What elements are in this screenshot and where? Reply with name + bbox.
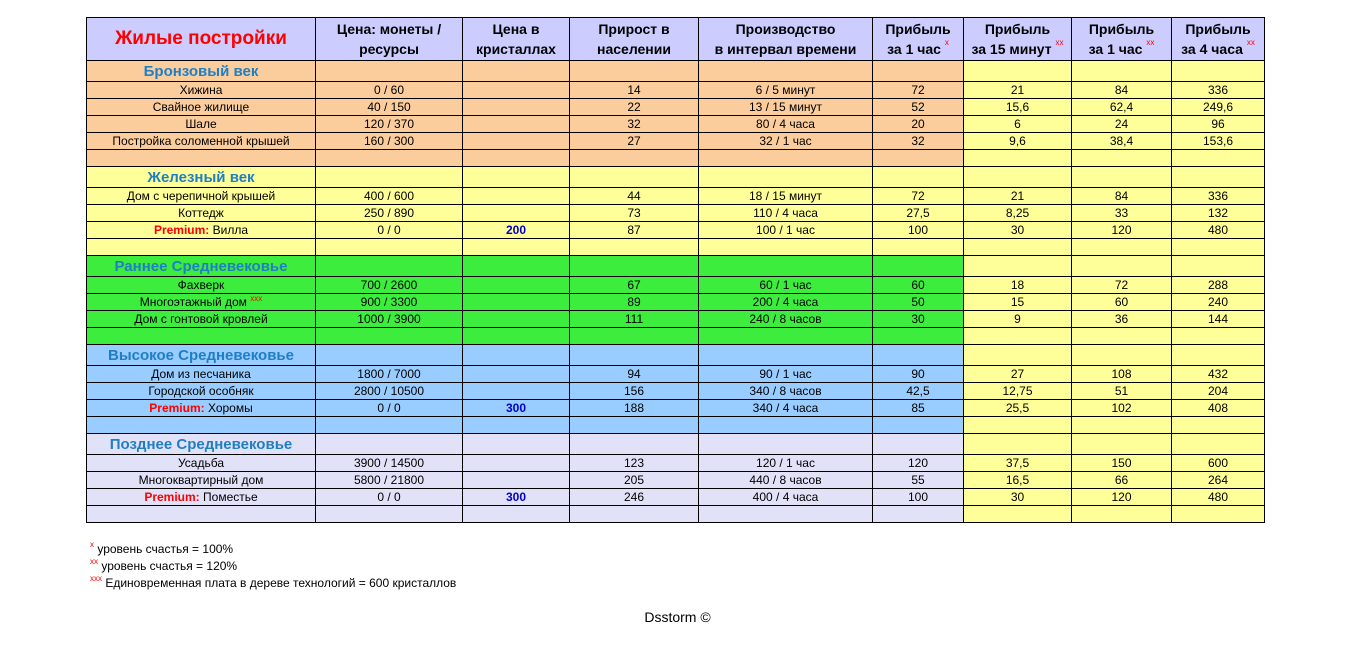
cell-p1: 100: [873, 222, 964, 239]
spacer-row: [87, 328, 1265, 345]
cell-crystal: [463, 133, 570, 150]
cell-pop: 14: [570, 82, 699, 99]
cell-crystal: [463, 383, 570, 400]
empty-cell: [1172, 150, 1265, 167]
empty-cell: [570, 239, 699, 256]
cell-p15: 6: [964, 116, 1072, 133]
building-name: [87, 133, 316, 150]
empty-cell: [699, 256, 873, 277]
cell-p1: 72: [873, 82, 964, 99]
building-label: Поместье: [203, 489, 258, 504]
cell-pop: 67: [570, 277, 699, 294]
empty-cell: [873, 434, 964, 455]
cell-p15: 16,5: [964, 472, 1072, 489]
cell-pop: 111: [570, 311, 699, 328]
cell-p1: 55: [873, 472, 964, 489]
footnote-1: $^x$ уровень счастья = 100%: [90, 540, 234, 556]
cell-p4: 144: [1172, 311, 1265, 328]
empty-cell: [1072, 61, 1172, 82]
building-label: Постройка соломенной крышей: [112, 133, 290, 148]
cell-p1x: 84: [1072, 82, 1172, 99]
cell-prod: 120 / 1 час: [699, 455, 873, 472]
cell-p4: 432: [1172, 366, 1265, 383]
building-name: [87, 472, 316, 489]
cell-p4: 96: [1172, 116, 1265, 133]
cell-pop: 87: [570, 222, 699, 239]
empty-cell: [87, 417, 316, 434]
building-label: Городской особняк: [148, 383, 254, 398]
cell-cost: 400 / 600: [316, 188, 463, 205]
empty-cell: [316, 167, 463, 188]
building-name: [87, 277, 316, 294]
empty-cell: [1072, 239, 1172, 256]
building-label: Коттедж: [178, 205, 224, 220]
cell-p1: 72: [873, 188, 964, 205]
footnote-3: $^{xxx}$ Единовременная плата в дереве технологий = 600 кристаллов: [90, 574, 457, 590]
empty-cell: [463, 328, 570, 345]
empty-cell: [316, 328, 463, 345]
footnote-2: $^{xx}$ уровень счастья = 120%: [90, 557, 238, 573]
cell-prod: 440 / 8 часов: [699, 472, 873, 489]
empty-cell: [463, 167, 570, 188]
cell-p1x: 120: [1072, 489, 1172, 506]
cell-pop: 89: [570, 294, 699, 311]
empty-cell: [1072, 434, 1172, 455]
cell-p15: 25,5: [964, 400, 1072, 417]
cell-p15: 37,5: [964, 455, 1072, 472]
cell-crystal: [463, 366, 570, 383]
cell-p15: 15,6: [964, 99, 1072, 116]
building-label: Хоромы: [207, 400, 253, 415]
empty-cell: [964, 256, 1072, 277]
cell-prod: 80 / 4 часа: [699, 116, 873, 133]
building-label: Фахверк: [177, 277, 225, 292]
cell-p1: 100: [873, 489, 964, 506]
empty-cell: [1072, 417, 1172, 434]
empty-cell: [463, 61, 570, 82]
col-cost-header: Цена: монеты / ресурсы: [316, 18, 463, 61]
cell-crystal: [463, 294, 570, 311]
cell-p4: 336: [1172, 188, 1265, 205]
building-name: [87, 489, 316, 506]
building-name: [87, 188, 316, 205]
empty-cell: [873, 167, 964, 188]
empty-cell: [873, 150, 964, 167]
table-row: [87, 205, 1265, 222]
building-name: [87, 455, 316, 472]
era-row: [87, 434, 1265, 455]
cell-cost: 160 / 300: [316, 133, 463, 150]
table-row: [87, 383, 1265, 400]
cell-p4: 132: [1172, 205, 1265, 222]
table-row: [87, 116, 1265, 133]
empty-cell: [964, 417, 1072, 434]
empty-cell: [570, 506, 699, 523]
empty-cell: [873, 239, 964, 256]
premium-label: Premium:: [144, 489, 200, 504]
cell-crystal: [463, 277, 570, 294]
cell-p1: 42,5: [873, 383, 964, 400]
cell-p1: 90: [873, 366, 964, 383]
empty-cell: [570, 434, 699, 455]
cell-cost: 1000 / 3900: [316, 311, 463, 328]
spacer-row: [87, 417, 1265, 434]
building-name: [87, 294, 316, 311]
cell-prod: 32 / 1 час: [699, 133, 873, 150]
cell-p1: 27,5: [873, 205, 964, 222]
empty-cell: [463, 506, 570, 523]
era-row: [87, 61, 1265, 82]
cell-pop: 22: [570, 99, 699, 116]
building-label: Дом с гонтовой кровлей: [134, 311, 268, 326]
era-title: Железный век: [87, 167, 316, 188]
cell-p4: 240: [1172, 294, 1265, 311]
era-row: [87, 345, 1265, 366]
cell-crystal: 200: [463, 222, 570, 239]
era-title: Высокое Средневековье: [87, 345, 316, 366]
empty-cell: [964, 150, 1072, 167]
cell-cost: 3900 / 14500: [316, 455, 463, 472]
cell-cost: 40 / 150: [316, 99, 463, 116]
empty-cell: [87, 150, 316, 167]
cell-p1x: 36: [1072, 311, 1172, 328]
building-label: Усадьба: [177, 455, 225, 470]
building-label: Шале: [185, 116, 217, 131]
cell-crystal: 300: [463, 400, 570, 417]
cell-cost: 0 / 0: [316, 400, 463, 417]
empty-cell: [87, 506, 316, 523]
cell-p4: 288: [1172, 277, 1265, 294]
empty-cell: [87, 328, 316, 345]
cell-pop: 32: [570, 116, 699, 133]
cell-p1x: 84: [1072, 188, 1172, 205]
era-title: Бронзовый век: [87, 61, 316, 82]
cell-crystal: [463, 311, 570, 328]
col-prod-header: Производство в интервал времени: [699, 18, 873, 61]
empty-cell: [873, 61, 964, 82]
empty-cell: [1172, 256, 1265, 277]
spacer-row: [87, 239, 1265, 256]
cell-cost: 1800 / 7000: [316, 366, 463, 383]
cell-p4: 264: [1172, 472, 1265, 489]
table-row: [87, 366, 1265, 383]
table-row: [87, 277, 1265, 294]
empty-cell: [1172, 345, 1265, 366]
empty-cell: [463, 434, 570, 455]
cell-crystal: [463, 472, 570, 489]
empty-cell: [873, 256, 964, 277]
spacer-row: [87, 150, 1265, 167]
empty-cell: [1072, 328, 1172, 345]
empty-cell: [463, 239, 570, 256]
empty-cell: [1072, 256, 1172, 277]
empty-cell: [1172, 434, 1265, 455]
empty-cell: [873, 506, 964, 523]
table-row: [87, 188, 1265, 205]
cell-p1x: 38,4: [1072, 133, 1172, 150]
era-row: [87, 256, 1265, 277]
cell-p1: 60: [873, 277, 964, 294]
empty-cell: [964, 61, 1072, 82]
empty-cell: [873, 417, 964, 434]
cell-cost: 0 / 0: [316, 222, 463, 239]
building-label: Свайное жилище: [152, 99, 250, 114]
empty-cell: [570, 167, 699, 188]
empty-cell: [463, 150, 570, 167]
empty-cell: [1072, 506, 1172, 523]
empty-cell: [1172, 239, 1265, 256]
cell-prod: 240 / 8 часов: [699, 311, 873, 328]
empty-cell: [964, 506, 1072, 523]
cell-prod: 110 / 4 часа: [699, 205, 873, 222]
empty-cell: [873, 345, 964, 366]
building-label: Хижина: [179, 82, 223, 97]
empty-cell: [316, 417, 463, 434]
empty-cell: [1172, 61, 1265, 82]
header-row: [87, 18, 1265, 61]
cell-crystal: [463, 82, 570, 99]
cell-pop: 44: [570, 188, 699, 205]
building-name: [87, 99, 316, 116]
empty-cell: [699, 61, 873, 82]
empty-cell: [1072, 167, 1172, 188]
empty-cell: [316, 150, 463, 167]
cell-p1: 52: [873, 99, 964, 116]
empty-cell: [570, 328, 699, 345]
empty-cell: [699, 506, 873, 523]
empty-cell: [570, 417, 699, 434]
col-pop-header: Прирост в населении: [570, 18, 699, 61]
cell-p15: 15: [964, 294, 1072, 311]
cell-pop: 156: [570, 383, 699, 400]
empty-cell: [964, 167, 1072, 188]
cell-p4: 600: [1172, 455, 1265, 472]
cell-cost: 0 / 0: [316, 489, 463, 506]
table-row: [87, 133, 1265, 150]
cell-p15: 18: [964, 277, 1072, 294]
cell-p1x: 60: [1072, 294, 1172, 311]
era-title: Раннее Средневековье: [87, 256, 316, 277]
table-row: [87, 455, 1265, 472]
empty-cell: [463, 417, 570, 434]
empty-cell: [463, 256, 570, 277]
cell-cost: 120 / 370: [316, 116, 463, 133]
empty-cell: [699, 150, 873, 167]
cell-p15: 27: [964, 366, 1072, 383]
cell-p4: 408: [1172, 400, 1265, 417]
cell-p15: 30: [964, 222, 1072, 239]
empty-cell: [570, 345, 699, 366]
empty-cell: [1172, 417, 1265, 434]
table-row: [87, 294, 1265, 311]
cell-p15: 21: [964, 82, 1072, 99]
cell-cost: 5800 / 21800: [316, 472, 463, 489]
cell-pop: 94: [570, 366, 699, 383]
cell-pop: 246: [570, 489, 699, 506]
cell-prod: 340 / 8 часов: [699, 383, 873, 400]
table-row: [87, 400, 1265, 417]
cell-p15: 12,75: [964, 383, 1072, 400]
cell-prod: 400 / 4 часа: [699, 489, 873, 506]
building-name: [87, 205, 316, 222]
empty-cell: [1072, 150, 1172, 167]
cell-prod: 6 / 5 минут: [699, 82, 873, 99]
footnote-mark: xxx: [250, 293, 263, 303]
cell-p1x: 66: [1072, 472, 1172, 489]
cell-p1: 85: [873, 400, 964, 417]
cell-p1: 32: [873, 133, 964, 150]
housing-table: [86, 17, 1265, 523]
building-label: Вилла: [212, 222, 249, 237]
empty-cell: [964, 434, 1072, 455]
cell-p15: 9,6: [964, 133, 1072, 150]
empty-cell: [699, 434, 873, 455]
cell-p4: 204: [1172, 383, 1265, 400]
empty-cell: [699, 328, 873, 345]
cell-prod: 340 / 4 часа: [699, 400, 873, 417]
cell-p1x: 24: [1072, 116, 1172, 133]
cell-crystal: [463, 116, 570, 133]
cell-crystal: [463, 99, 570, 116]
premium-label: Premium:: [153, 222, 210, 237]
cell-crystal: [463, 188, 570, 205]
cell-prod: 13 / 15 минут: [699, 99, 873, 116]
empty-cell: [570, 256, 699, 277]
table-row: [87, 489, 1265, 506]
col-profit4-header: Прибыль за 4 часа $^{xx}$: [1172, 18, 1265, 61]
empty-cell: [316, 434, 463, 455]
building-name: [87, 222, 316, 239]
cell-p1x: 33: [1072, 205, 1172, 222]
cell-p1x: 62,4: [1072, 99, 1172, 116]
cell-p1x: 102: [1072, 400, 1172, 417]
cell-p1: 50: [873, 294, 964, 311]
cell-cost: 700 / 2600: [316, 277, 463, 294]
col-profit1x-header: Прибыль за 1 час $^{xx}$: [1072, 18, 1172, 61]
cell-cost: 250 / 890: [316, 205, 463, 222]
cell-pop: 188: [570, 400, 699, 417]
empty-cell: [316, 506, 463, 523]
footnotes: [90, 541, 456, 592]
cell-crystal: [463, 455, 570, 472]
table-row: [87, 99, 1265, 116]
cell-crystal: [463, 205, 570, 222]
cell-p4: 249,6: [1172, 99, 1265, 116]
col-profit15-header: Прибыль за 15 минут $^{xx}$: [964, 18, 1072, 61]
cell-p4: 480: [1172, 489, 1265, 506]
empty-cell: [316, 239, 463, 256]
cell-p1: 120: [873, 455, 964, 472]
cell-p1: 20: [873, 116, 964, 133]
cell-prod: 90 / 1 час: [699, 366, 873, 383]
building-name: [87, 311, 316, 328]
empty-cell: [1172, 167, 1265, 188]
col-crystal-header: Цена в кристаллах: [463, 18, 570, 61]
cell-p15: 21: [964, 188, 1072, 205]
copyright: Dsstorm ©: [644, 609, 711, 625]
table-row: [87, 222, 1265, 239]
cell-cost: 900 / 3300: [316, 294, 463, 311]
cell-cost: 2800 / 10500: [316, 383, 463, 400]
table-row: [87, 472, 1265, 489]
empty-cell: [699, 417, 873, 434]
building-name: [87, 400, 316, 417]
empty-cell: [570, 61, 699, 82]
building-name: [87, 366, 316, 383]
building-label: Дом из песчаника: [151, 366, 251, 381]
empty-cell: [570, 150, 699, 167]
cell-p1x: 150: [1072, 455, 1172, 472]
cell-p1x: 51: [1072, 383, 1172, 400]
empty-cell: [964, 328, 1072, 345]
empty-cell: [463, 345, 570, 366]
cell-p1x: 120: [1072, 222, 1172, 239]
building-label: Многоэтажный дом: [139, 294, 247, 309]
empty-cell: [964, 239, 1072, 256]
cell-pop: 27: [570, 133, 699, 150]
cell-pop: 73: [570, 205, 699, 222]
building-label: Многоквартирный дом: [138, 472, 264, 487]
col-profit1-header: Прибыль за 1 час $^x$: [873, 18, 964, 61]
cell-pop: 205: [570, 472, 699, 489]
cell-pop: 123: [570, 455, 699, 472]
cell-prod: 18 / 15 минут: [699, 188, 873, 205]
cell-p1: 30: [873, 311, 964, 328]
building-label: Дом с черепичной крышей: [126, 188, 276, 203]
empty-cell: [87, 239, 316, 256]
empty-cell: [873, 328, 964, 345]
table-row: [87, 82, 1265, 99]
spacer-row: [87, 506, 1265, 523]
building-name: [87, 82, 316, 99]
table-row: [87, 311, 1265, 328]
empty-cell: [1172, 506, 1265, 523]
cell-p4: 153,6: [1172, 133, 1265, 150]
building-name: [87, 383, 316, 400]
cell-p1x: 72: [1072, 277, 1172, 294]
cell-prod: 100 / 1 час: [699, 222, 873, 239]
cell-prod: 60 / 1 час: [699, 277, 873, 294]
empty-cell: [699, 167, 873, 188]
cell-p15: 9: [964, 311, 1072, 328]
cell-p4: 480: [1172, 222, 1265, 239]
era-row: [87, 167, 1265, 188]
empty-cell: [964, 345, 1072, 366]
empty-cell: [1172, 328, 1265, 345]
building-name: [87, 116, 316, 133]
era-title: Позднее Средневековье: [87, 434, 316, 455]
cell-prod: 200 / 4 часа: [699, 294, 873, 311]
cell-p4: 336: [1172, 82, 1265, 99]
empty-cell: [316, 61, 463, 82]
cell-cost: 0 / 60: [316, 82, 463, 99]
empty-cell: [699, 345, 873, 366]
empty-cell: [316, 345, 463, 366]
cell-crystal: 300: [463, 489, 570, 506]
cell-p15: 30: [964, 489, 1072, 506]
premium-label: Premium:: [149, 400, 205, 415]
empty-cell: [316, 256, 463, 277]
cell-p15: 8,25: [964, 205, 1072, 222]
cell-p1x: 108: [1072, 366, 1172, 383]
empty-cell: [1072, 345, 1172, 366]
table-title: Жилые постройки: [87, 18, 316, 61]
empty-cell: [699, 239, 873, 256]
